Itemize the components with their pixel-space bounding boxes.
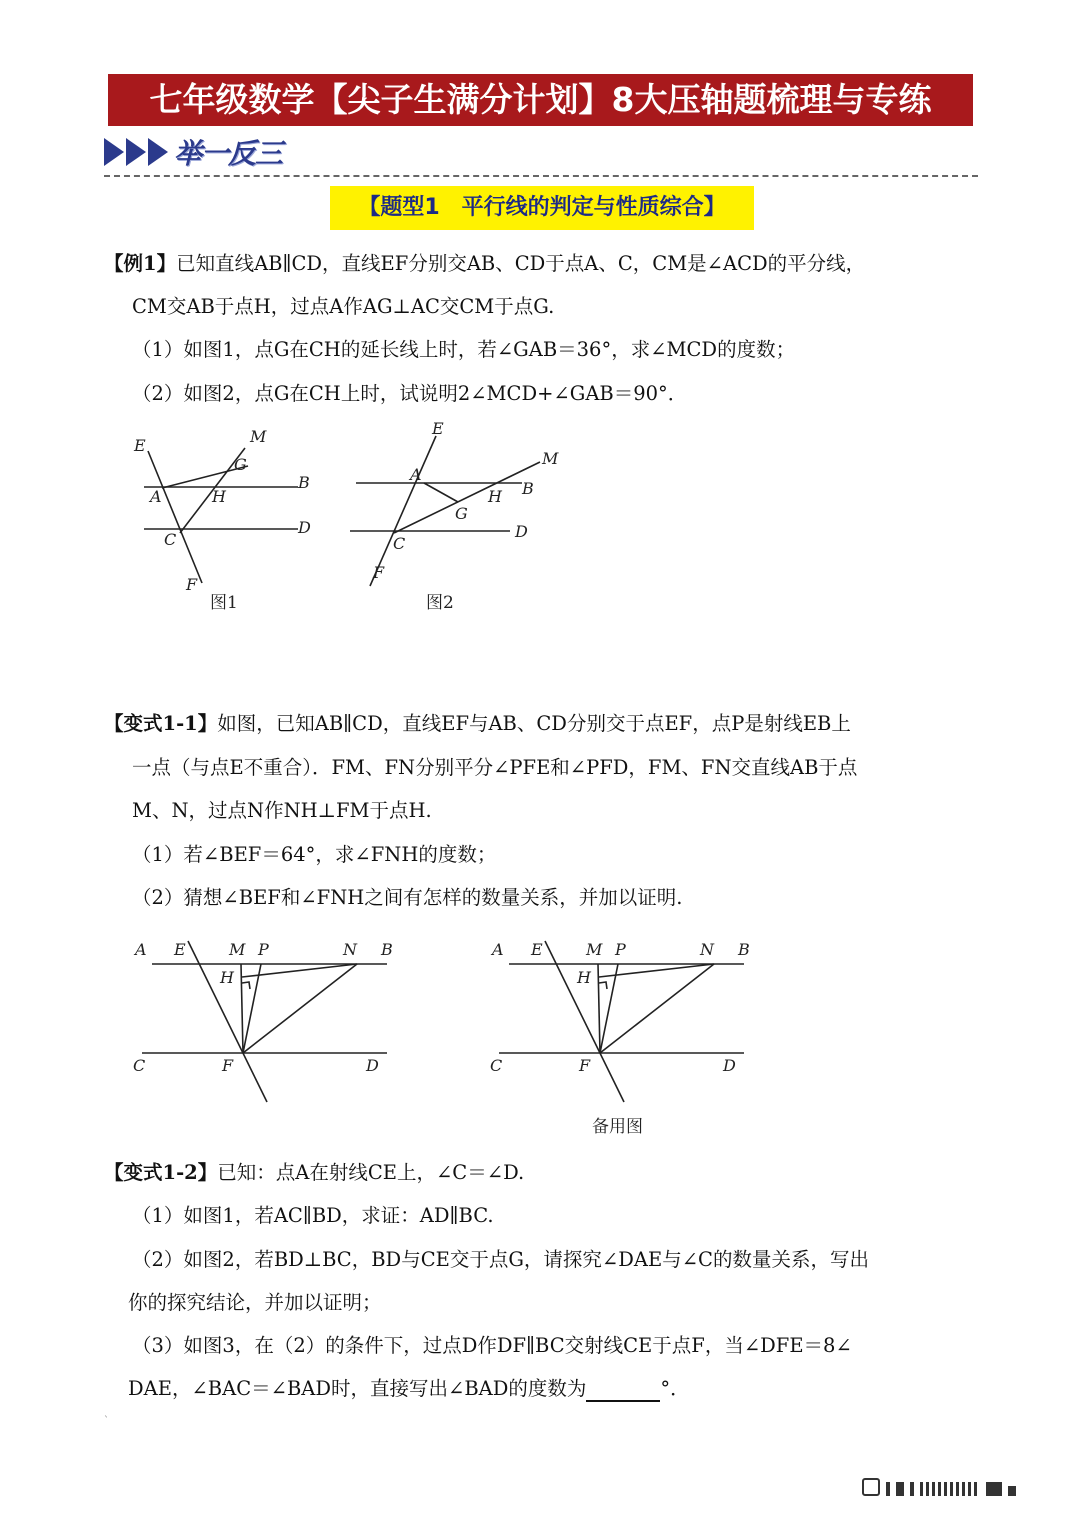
example1-figure2 bbox=[340, 418, 570, 618]
example1-line2: CM交AB于点H，过点A作AG⊥AC交CM于点G. bbox=[132, 295, 555, 318]
label-B: B bbox=[298, 473, 310, 492]
toolbar-icon bbox=[886, 1482, 890, 1496]
label-C: C bbox=[164, 530, 177, 549]
variant12-question3a: （3）如图3，在（2）的条件下，过点D作DF∥BC交射线CE于点F，当∠DFE＝8∠ bbox=[132, 1334, 852, 1357]
label-M: M bbox=[586, 940, 603, 959]
label-H: H bbox=[220, 968, 234, 987]
variant12-question2a: （2）如图2，若BD⊥BC，BD与CE交于点G，请探究∠DAE与∠C的数量关系，写出 bbox=[132, 1248, 869, 1271]
figure-caption: 图1 bbox=[210, 593, 238, 613]
example1-line1: 【例1】已知直线AB∥CD，直线EF分别交AB、CD于点A、C，CM是∠ACD的平分线， bbox=[104, 252, 866, 275]
variant11-backup-figure bbox=[482, 935, 762, 1145]
label-M: M bbox=[542, 449, 559, 468]
label-A: A bbox=[135, 940, 147, 959]
label-F: F bbox=[186, 575, 198, 594]
toolbar-icon bbox=[920, 1482, 980, 1496]
label-A: A bbox=[150, 487, 162, 506]
variant11-question2: （2）猜想∠BEF和∠FNH之间有怎样的数量关系，并加以证明. bbox=[132, 886, 683, 909]
label-C: C bbox=[393, 534, 406, 553]
toolbar-icon bbox=[896, 1482, 904, 1496]
label-A: A bbox=[410, 465, 422, 484]
label-C: C bbox=[490, 1056, 503, 1075]
label-E: E bbox=[174, 940, 186, 959]
toolbar-icon bbox=[910, 1482, 914, 1496]
line-EF bbox=[545, 941, 624, 1102]
variant11-line3: M、N，过点N作NH⊥FM于点H. bbox=[132, 799, 432, 822]
label-F: F bbox=[222, 1056, 234, 1075]
right-angle-mark bbox=[242, 982, 250, 989]
label-N: N bbox=[343, 940, 357, 959]
bottom-toolbar bbox=[862, 1478, 1016, 1496]
label-A: A bbox=[492, 940, 504, 959]
toolbar-icon bbox=[862, 1478, 880, 1496]
brand-text: 举一反三 bbox=[174, 137, 283, 170]
line-EF bbox=[148, 451, 202, 583]
label-P: P bbox=[615, 940, 626, 959]
line-EF bbox=[188, 941, 267, 1102]
variant11-line1: 【变式1-1】如图，已知AB∥CD，直线EF与AB、CD分别交于点EF，点P是射线EB上 bbox=[104, 712, 851, 735]
label-H: H bbox=[577, 968, 591, 987]
label-P: P bbox=[258, 940, 269, 959]
label-H: H bbox=[212, 487, 226, 506]
example1-figure1 bbox=[120, 418, 330, 618]
document-banner: 七年级数学【尖子生满分计划】8大压轴题梳理与专练 bbox=[108, 74, 973, 126]
arrow-icon bbox=[126, 138, 146, 166]
variant12-line1: 【变式1-2】已知：点A在射线CE上，∠C＝∠D. bbox=[104, 1161, 525, 1184]
variant11-line2: 一点（与点E不重合）．FM、FN分别平分∠PFE和∠PFD，FM、FN交直线AB于点 bbox=[132, 756, 858, 779]
toolbar-icon bbox=[986, 1482, 1002, 1496]
label-D: D bbox=[366, 1056, 379, 1075]
label-E: E bbox=[134, 436, 146, 455]
label-H: H bbox=[488, 487, 502, 506]
label-D: D bbox=[298, 518, 311, 537]
variant11-figure bbox=[125, 935, 405, 1110]
variant12-question2b: 你的探究结论，并加以证明； bbox=[128, 1291, 382, 1314]
label-F: F bbox=[579, 1056, 591, 1075]
label-D: D bbox=[723, 1056, 736, 1075]
section-title: 【题型1 平行线的判定与性质综合】 bbox=[330, 186, 754, 230]
arrow-icon bbox=[148, 138, 168, 166]
label-E: E bbox=[432, 419, 444, 438]
arrow-icon bbox=[104, 138, 124, 166]
segment-FN bbox=[600, 964, 714, 1053]
label-E: E bbox=[531, 940, 543, 959]
segment-AG bbox=[424, 483, 458, 502]
divider bbox=[104, 175, 978, 177]
right-angle-mark bbox=[599, 982, 607, 989]
label-G: G bbox=[455, 504, 468, 523]
label-C: C bbox=[133, 1056, 146, 1075]
answer-blank bbox=[586, 1380, 660, 1402]
example1-question1: （1）如图1，点G在CH的延长线上时，若∠GAB＝36°，求∠MCD的度数； bbox=[132, 338, 796, 361]
label-F: F bbox=[373, 563, 385, 582]
figure-caption: 备用图 bbox=[592, 1117, 643, 1137]
toolbar-icon bbox=[1008, 1486, 1016, 1496]
label-M: M bbox=[229, 940, 246, 959]
label-N: N bbox=[700, 940, 714, 959]
label-G: G bbox=[234, 455, 247, 474]
variant12-question1: （1）如图1，若AC∥BD，求证：AD∥BC. bbox=[132, 1204, 494, 1227]
label-B: B bbox=[738, 940, 750, 959]
variant11-question1: （1）若∠BEF＝64°，求∠FNH的度数； bbox=[132, 843, 497, 866]
example1-question2: （2）如图2，点G在CH上时，试说明2∠MCD+∠GAB＝90°． bbox=[132, 382, 688, 405]
variant12-question3b: DAE，∠BAC＝∠BAD时，直接写出∠BAD的度数为 °． bbox=[128, 1377, 690, 1400]
corner-mark: ` bbox=[104, 1416, 109, 1427]
label-B: B bbox=[381, 940, 393, 959]
label-B: B bbox=[522, 479, 534, 498]
segment-FN bbox=[243, 964, 357, 1053]
label-M: M bbox=[250, 427, 267, 446]
figure-caption: 图2 bbox=[426, 593, 454, 613]
brand-logo bbox=[104, 132, 282, 172]
label-D: D bbox=[515, 522, 528, 541]
